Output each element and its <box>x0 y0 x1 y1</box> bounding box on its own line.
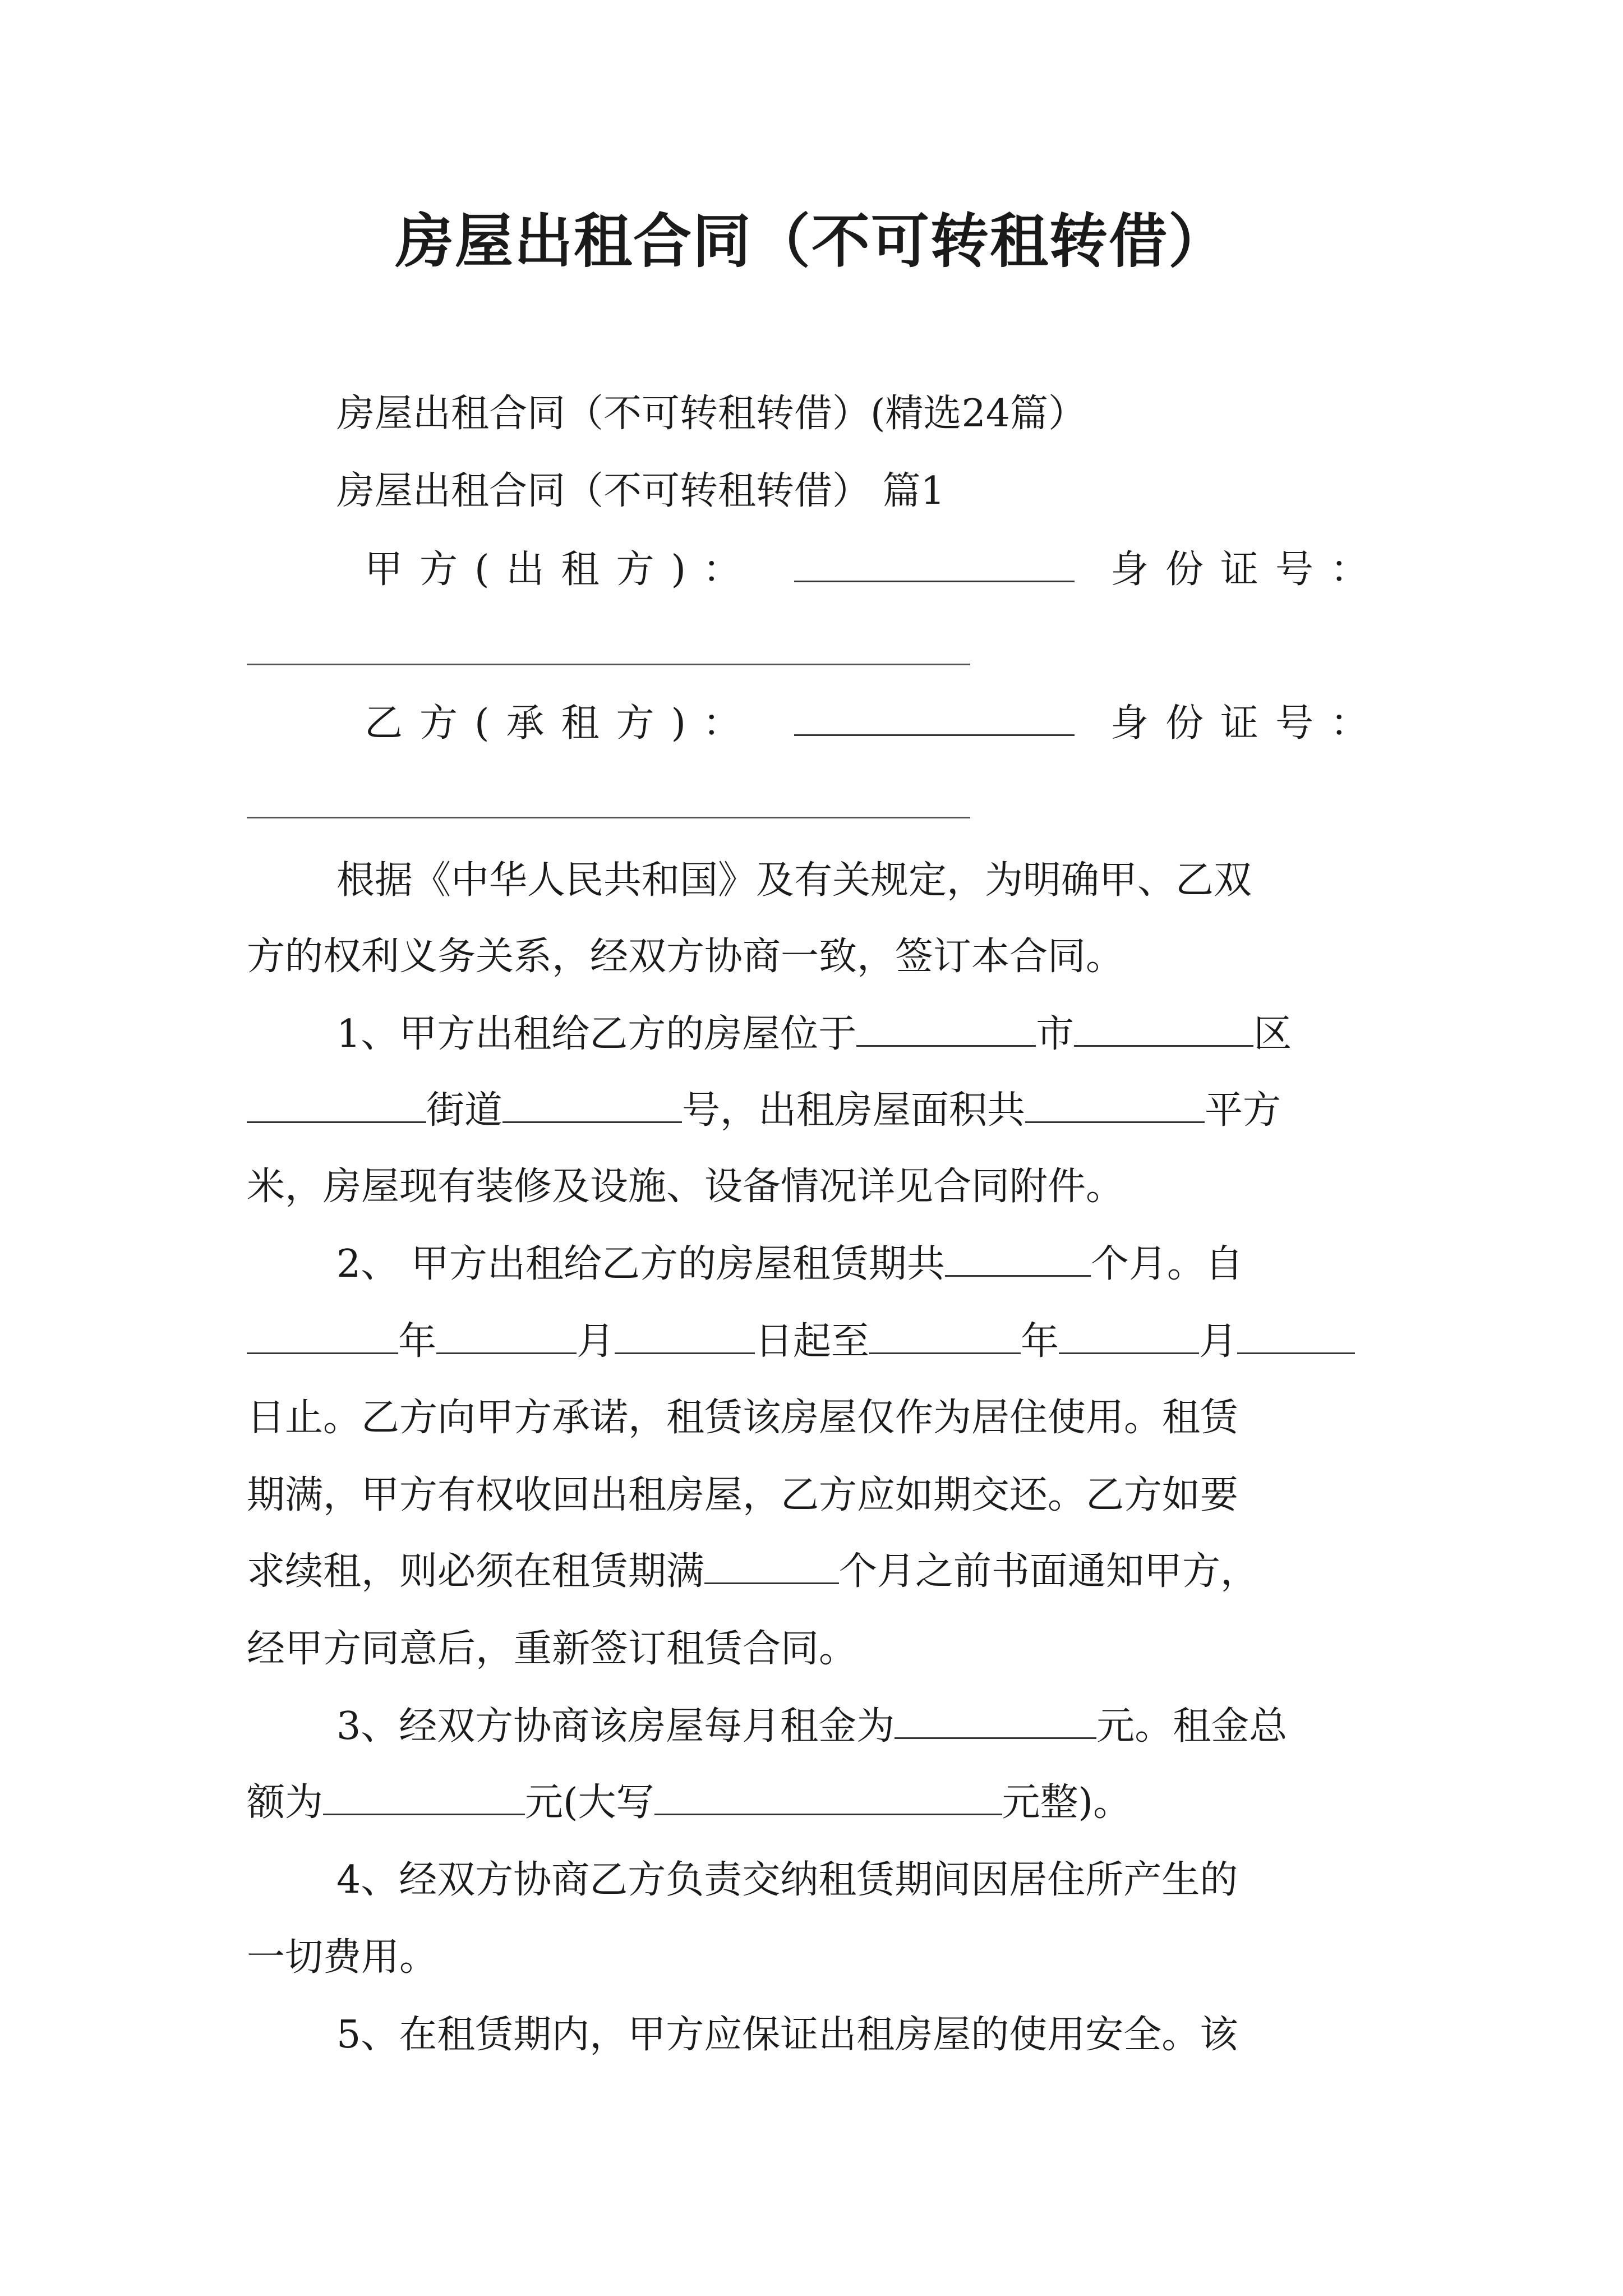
clause3-text-c: 额为 <box>247 1780 324 1825</box>
end-month-blank[interactable] <box>1059 1318 1199 1354</box>
party-b-name-blank[interactable] <box>794 700 1075 736</box>
district-blank[interactable] <box>1074 1010 1253 1047</box>
clause3-text-e: 元整)。 <box>1002 1780 1132 1825</box>
clause2-text-b: 个月。自 <box>1090 1242 1243 1286</box>
clause1-text-f: 平方 <box>1205 1088 1281 1133</box>
intro-line-2: 方的权利义务关系，经双方协商一致，签订本合同。 <box>247 935 1124 979</box>
clause4-line-2: 一切费用。 <box>247 1935 438 1980</box>
section-heading: 房屋出租合同（不可转租转借） 篇1 <box>336 469 945 513</box>
clause1-line-1 <box>336 1006 1385 1062</box>
clause1-text-a: 1、甲方出租给乙方的房屋位于 <box>336 1012 857 1056</box>
clause2-year-2: 年 <box>1021 1319 1059 1364</box>
clause2-month-1: 月 <box>577 1319 615 1364</box>
end-year-blank[interactable] <box>869 1318 1021 1354</box>
clause3-line-1 <box>336 1699 1385 1755</box>
party-b-id-blank[interactable] <box>247 817 970 818</box>
clause2-line-3: 日止。乙方向甲方承诺，租赁该房屋仅作为居住使用。租赁 <box>247 1396 1239 1440</box>
start-day-blank[interactable] <box>615 1318 755 1354</box>
clause2-text-l5b: 个月之前书面通知甲方， <box>839 1549 1259 1594</box>
start-year-blank[interactable] <box>247 1318 398 1354</box>
city-blank[interactable] <box>856 1010 1036 1047</box>
party-b-id-label: 身份证号： <box>1110 701 1385 746</box>
clause3-text-a: 3、经双方协商该房屋每月租金为 <box>336 1704 895 1749</box>
clause1-text-c: 区 <box>1253 1012 1292 1056</box>
clause5-line-1: 5、在租赁期内，甲方应保证出租房屋的使用安全。该 <box>336 2013 1238 2057</box>
clause4-line-1: 4、经双方协商乙方负责交纳租赁期间因居住所产生的 <box>336 1858 1238 1902</box>
intro-line-1: 根据《中华人民共和国》及有关规定，为明确甲、乙双 <box>336 858 1252 903</box>
clause2-line-4: 期满，甲方有权收回出租房屋，乙方应如期交还。乙方如要 <box>247 1473 1239 1517</box>
end-day-blank[interactable] <box>1237 1318 1355 1354</box>
party-a-row <box>365 542 1385 598</box>
clause2-text-l5a: 求续租，则必须在租赁期满 <box>247 1549 705 1594</box>
clause2-line-5 <box>247 1544 1385 1600</box>
clause3-text-d: 元(大写 <box>525 1780 654 1825</box>
total-rent-blank[interactable] <box>323 1779 525 1815</box>
party-a-label: 甲方(出租方)： <box>365 547 758 592</box>
clause2-line-6: 经甲方同意后，重新签订租赁合同。 <box>247 1627 857 1671</box>
document-title: 房屋出租合同（不可转租转借） <box>395 206 1228 275</box>
clause2-day-1: 日起至 <box>755 1319 870 1364</box>
number-blank[interactable] <box>502 1087 682 1123</box>
clause1-line-2 <box>247 1083 1385 1139</box>
notice-months-blank[interactable] <box>704 1548 839 1584</box>
clause1-text-b: 市 <box>1036 1012 1075 1056</box>
subtitle: 房屋出租合同（不可转租转借）(精选24篇） <box>336 392 1087 436</box>
clause1-line-3: 米，房屋现有装修及设施、设备情况详见合同附件。 <box>247 1165 1124 1209</box>
clause2-line-1 <box>336 1236 1385 1292</box>
clause1-text-d: 街道 <box>426 1088 503 1133</box>
clause2-year-1: 年 <box>398 1319 437 1364</box>
clause3-text-b: 元。租金总 <box>1096 1704 1288 1749</box>
monthly-rent-blank[interactable] <box>895 1703 1096 1739</box>
clause2-month-2: 月 <box>1199 1319 1238 1364</box>
party-a-id-label: 身份证号： <box>1110 547 1385 592</box>
total-rent-words-blank[interactable] <box>654 1779 1002 1815</box>
clause1-text-e: 号，出租房屋面积共 <box>682 1088 1026 1133</box>
clause2-text-a: 2、 甲方出租给乙方的房屋租赁期共 <box>336 1242 945 1286</box>
start-month-blank[interactable] <box>436 1318 577 1354</box>
area-blank[interactable] <box>1025 1087 1205 1123</box>
party-a-name-blank[interactable] <box>794 546 1075 582</box>
street-blank[interactable] <box>247 1087 426 1123</box>
party-b-row <box>365 696 1385 752</box>
lease-months-blank[interactable] <box>945 1240 1091 1277</box>
clause3-line-2 <box>247 1775 1385 1831</box>
party-a-id-blank[interactable] <box>247 664 970 665</box>
party-b-label: 乙方(承租方)： <box>365 701 758 746</box>
clause2-line-2 <box>247 1314 1385 1370</box>
